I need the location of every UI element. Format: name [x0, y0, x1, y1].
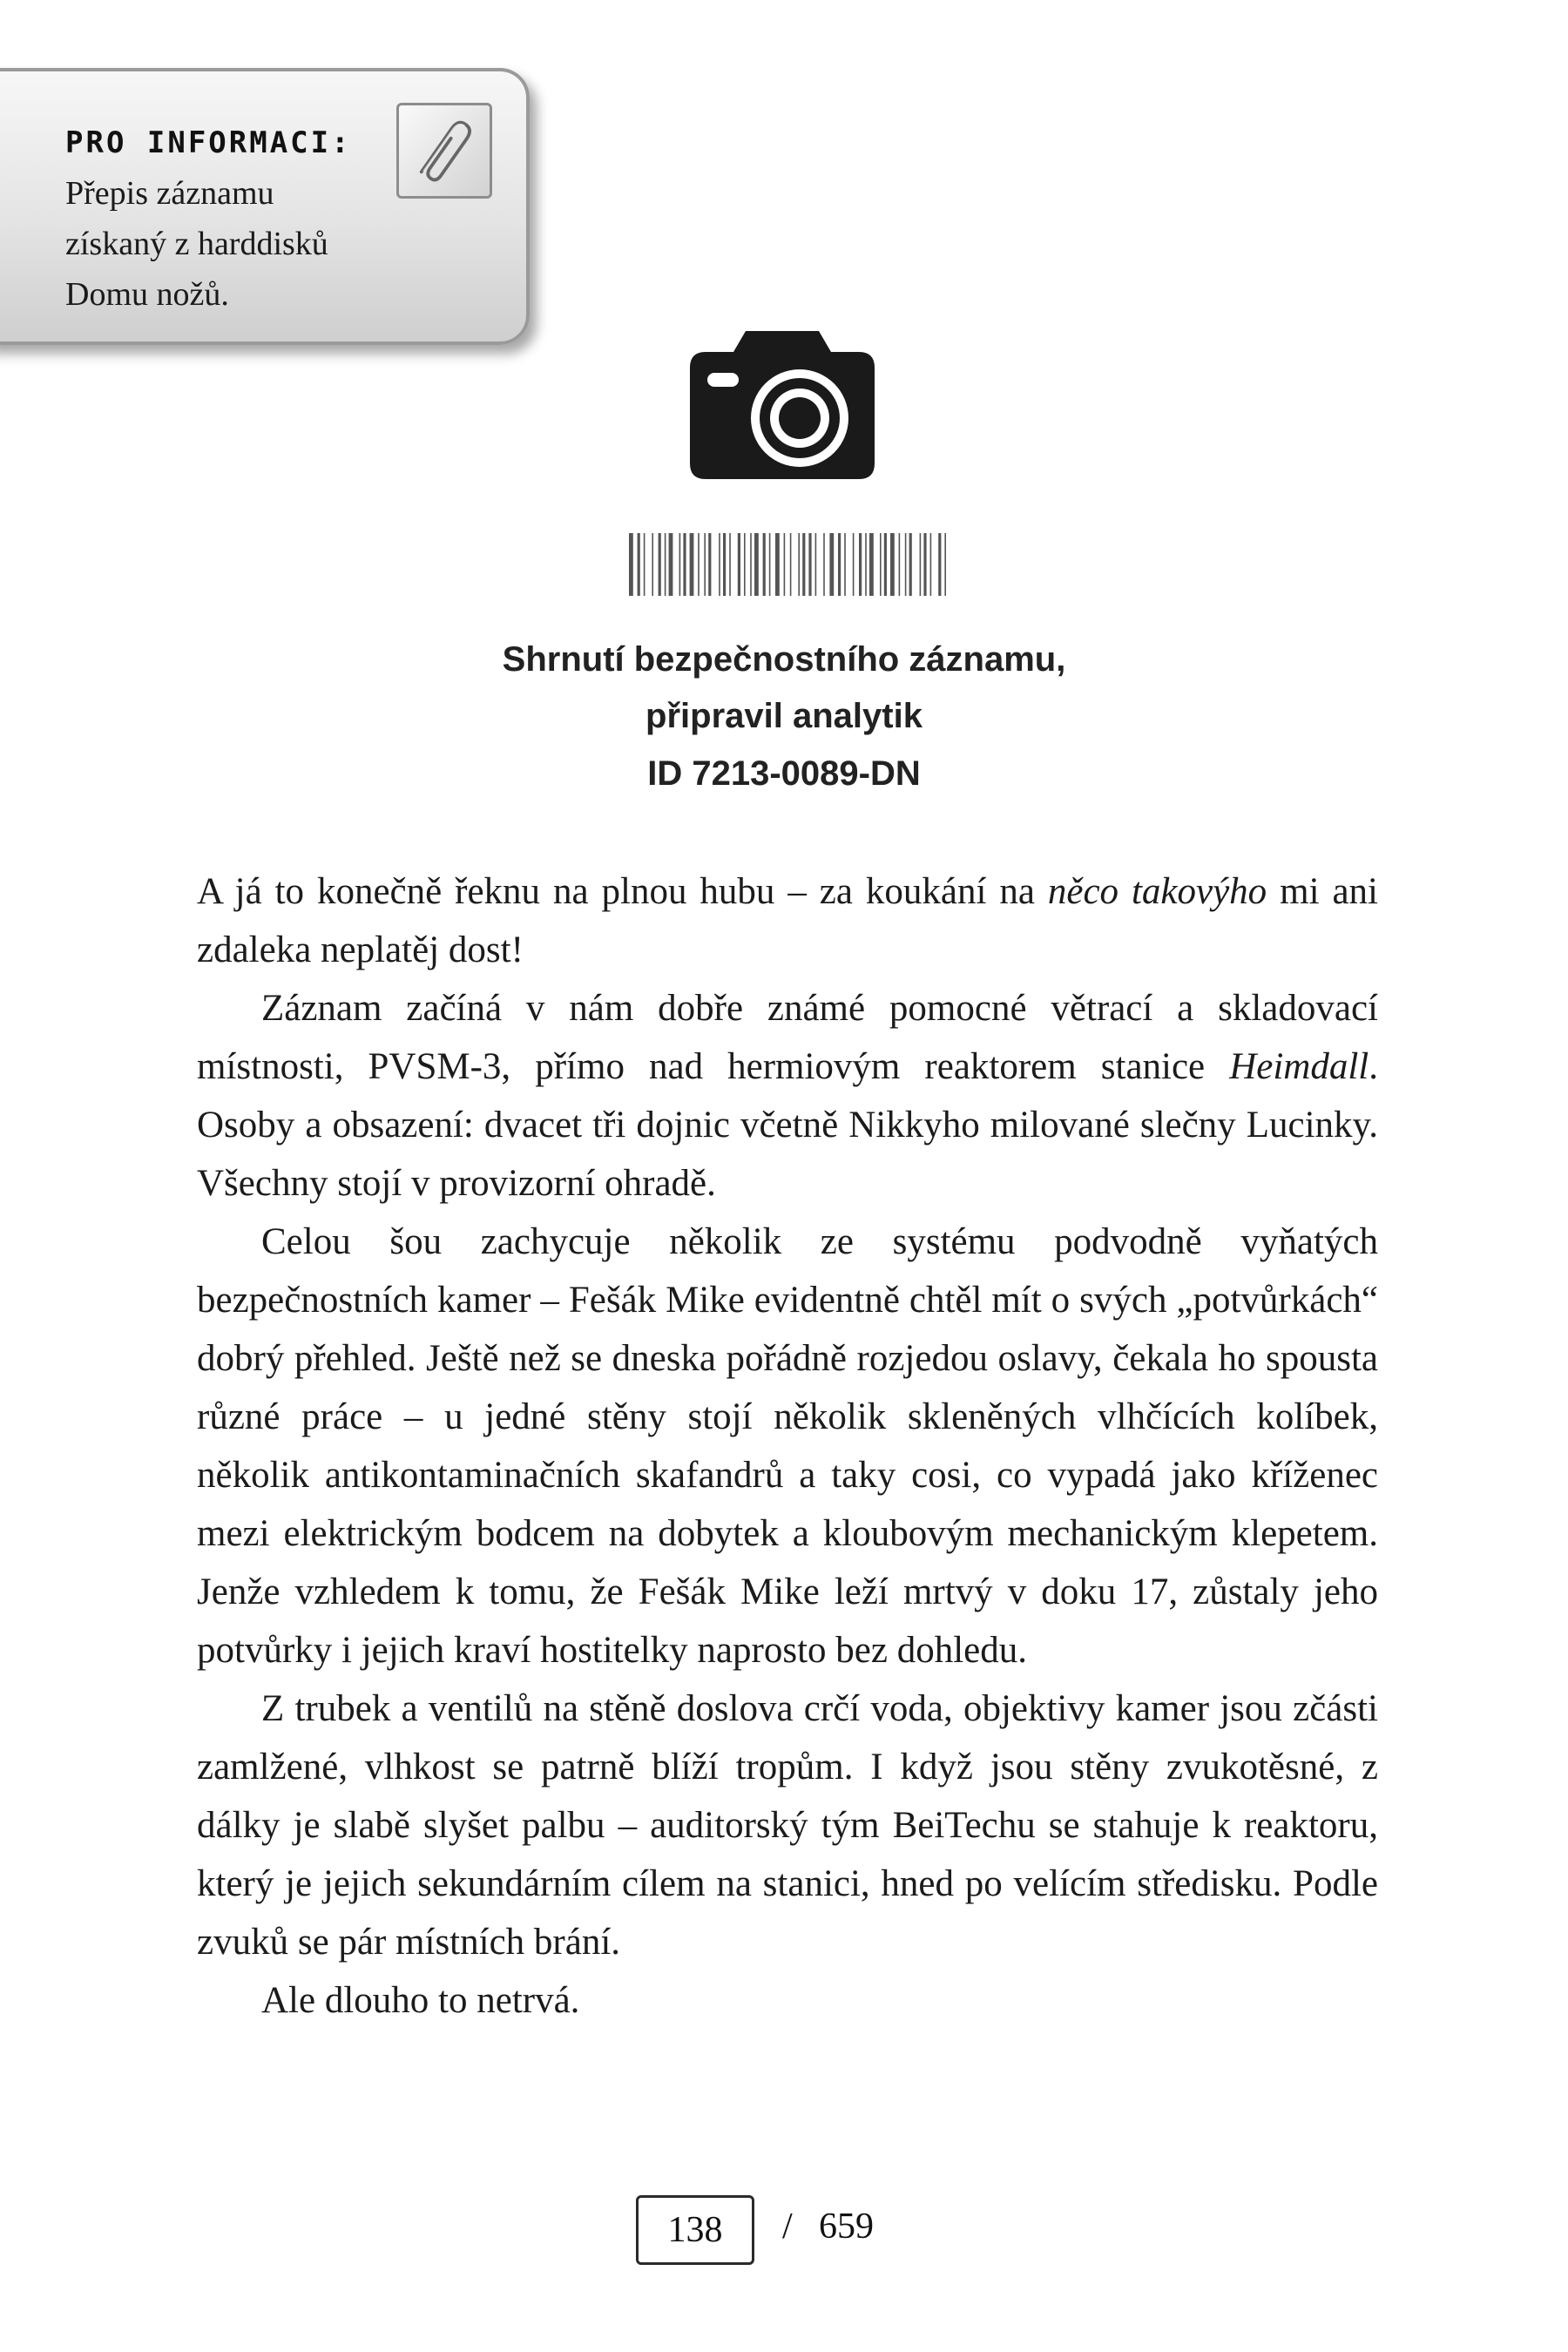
body-text	[197, 862, 1378, 2030]
paragraph: A já to konečně řeknu na plnou hubu – za koukání na něco takovýho mi ani zdaleka neplatěj dost!	[197, 871, 1378, 970]
paperclip-icon	[396, 103, 492, 199]
info-note-line: Přepis záznamu	[65, 175, 274, 212]
paragraph: Z trubek a ventilů na stěně doslova crčí voda, objektivy kamer jsou zčásti zamlžené, vlhkost se patrně blíží tropům. I když jsou stěny zvukotěsné, z dálky je slabě slyšet palbu – auditorský tým BeiTechu se stahuje k reaktoru, který je jejich sekundárním cílem na stanici, hned po velícím středisku. Podle zvuků se pár místních brání.	[197, 1688, 1378, 1963]
total-pages: 659	[819, 2207, 874, 2247]
current-page-number[interactable]: 138	[636, 2195, 754, 2265]
page-separator: /	[782, 2207, 793, 2247]
barcode-icon	[627, 533, 951, 596]
paragraph: Ale dlouho to netrvá.	[261, 1980, 580, 2021]
summary-id: ID 7213-0089-DN	[647, 754, 921, 793]
camera-icon	[688, 324, 876, 481]
paragraph: Záznam začíná v nám dobře známé pomocné větrací a skladovací místnosti, PVSM-3, přímo nad hermiovým reaktorem stanice Heimdall. Osoby a obsazení: dvacet tři dojnic včetně Nikkyho milované slečny Lucinky. Všechny stojí v provizorní ohradě.	[197, 988, 1378, 1204]
info-note-box	[0, 68, 530, 345]
paragraph: Celou šou zachycuje několik ze systému podvodně vyňatých bezpečnostních kamer – Fešák Mike evidentně chtěl mít o svých „potvůrkách“ dobrý přehled. Ještě než se dneska pořádně rozjedou oslavy, čekala ho spousta různé práce – u jedné stěny stojí několik skleněných vlhčících kolíbek, několik antikontaminačních skafandrů a taky cosi, co vypadá jako kříženec mezi elektrickým bodcem na dobytek a kloubovým mechanickým klepetem. Jenže vzhledem k tomu, že Fešák Mike leží mrtvý v doku 17, zůstaly jeho potvůrky i jejich kraví hostitelky naprosto bez dohledu.	[197, 1221, 1378, 1671]
summary-title-line: Shrnutí bezpečnostního záznamu,	[502, 640, 1066, 679]
info-note-line: získaný z harddisků	[65, 226, 328, 262]
info-note-heading: PRO INFORMACI:	[65, 125, 352, 160]
summary-title-line: připravil analytik	[645, 697, 923, 735]
info-note-line: Domu nožů.	[65, 276, 229, 313]
